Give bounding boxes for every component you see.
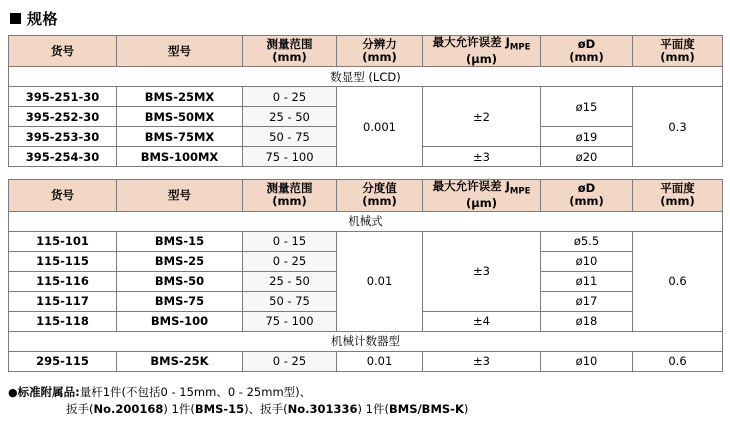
col-header-resolution-label: 分辨力: [362, 36, 397, 51]
cell-code: 395-251-30: [9, 87, 117, 107]
cell-range: 50 - 75: [243, 291, 337, 311]
table-row: [9, 231, 723, 251]
col-header-od: [541, 36, 633, 67]
cell-range: 75 - 100: [243, 147, 337, 167]
col-header-mpe-label: 最大允许误差 J: [432, 179, 510, 194]
cell-mpe: ±3: [423, 231, 541, 311]
cell-od: ø17: [541, 291, 633, 311]
col-header-od-label: øD: [577, 36, 596, 51]
square-bullet-icon: [10, 13, 21, 24]
col-header-model: [117, 180, 243, 211]
table-header-row: [9, 180, 723, 211]
cell-model: BMS-25K: [117, 351, 243, 371]
footnote-wrench-model-1: BMS-15: [194, 401, 245, 416]
cell-range: 0 - 25: [243, 251, 337, 271]
cell-range: 0 - 15: [243, 231, 337, 251]
col-header-resolution-unit: (mm): [362, 50, 397, 65]
col-header-graduation-unit: (mm): [362, 194, 397, 209]
col-header-range-unit: (mm): [272, 50, 307, 65]
footnote-text: 量杆1件(不包括0 - 15mm、0 - 25mm型)、: [79, 384, 312, 399]
cell-code: 395-252-30: [9, 107, 117, 127]
footnote-wrench-a: 扳手(: [66, 401, 94, 416]
cell-code: 115-118: [9, 311, 117, 331]
cell-od: ø10: [541, 351, 633, 371]
cell-code: 295-115: [9, 351, 117, 371]
cell-code: 115-117: [9, 291, 117, 311]
group-label-digital: 数显型 (LCD): [9, 67, 723, 87]
col-header-model-label: 型号: [168, 187, 191, 202]
col-header-mpe-label: 最大允许误差 J: [432, 35, 510, 49]
col-header-mpe-unit: (μm): [466, 196, 497, 211]
cell-model: BMS-25: [117, 251, 243, 271]
group-row-counter: [9, 331, 723, 351]
col-header-mpe: [423, 180, 541, 211]
col-header-resolution: [337, 36, 423, 67]
cell-od: ø5.5: [541, 231, 633, 251]
group-row-mechanical: [9, 211, 723, 231]
cell-flatness: 0.6: [633, 351, 723, 371]
footnotes: [8, 384, 722, 418]
col-header-range-unit: (mm): [272, 194, 307, 209]
cell-mpe: ±4: [423, 311, 541, 331]
col-header-flatness-unit: (mm): [660, 50, 695, 65]
col-header-mpe-subscript: MPE: [509, 42, 531, 53]
col-header-mpe-unit: (μm): [466, 52, 497, 67]
cell-resolution: 0.001: [337, 87, 423, 167]
page-title-text: 规格: [27, 10, 59, 28]
cell-mpe: ±3: [423, 147, 541, 167]
cell-range: 50 - 75: [243, 127, 337, 147]
col-header-flatness-unit: (mm): [660, 194, 695, 209]
cell-model: BMS-100MX: [117, 147, 243, 167]
col-header-code-label: 货号: [51, 187, 74, 202]
col-header-range: [243, 36, 337, 67]
cell-code: 395-253-30: [9, 127, 117, 147]
cell-model: BMS-75MX: [117, 127, 243, 147]
footnote-wrench-model-2: BMS/BMS-K: [388, 401, 464, 416]
footnote-wrench-g: ) 1件(: [357, 401, 389, 416]
cell-od: ø20: [541, 147, 633, 167]
cell-flatness: 0.3: [633, 87, 723, 167]
spec-table-mechanical: [8, 179, 723, 371]
table-header-row: [9, 36, 723, 67]
cell-range: 25 - 50: [243, 271, 337, 291]
col-header-graduation-label: 分度值: [362, 181, 397, 196]
col-header-od-label: øD: [577, 181, 596, 196]
cell-code: 395-254-30: [9, 147, 117, 167]
cell-model: BMS-75: [117, 291, 243, 311]
page-title: [10, 8, 722, 29]
col-header-model: [117, 36, 243, 67]
cell-model: BMS-15: [117, 231, 243, 251]
footnote-wrench-i: ): [463, 401, 469, 416]
cell-graduation: 0.01: [337, 351, 423, 371]
footnote-label: 标准附属品:: [17, 384, 80, 399]
cell-graduation: 0.01: [337, 231, 423, 331]
cell-od: ø15: [541, 87, 633, 127]
footnote-wrench-e: )、扳手(: [244, 401, 288, 416]
group-row-digital: [9, 67, 723, 87]
col-header-flatness-label: 平面度: [660, 36, 695, 51]
col-header-od-unit: (mm): [569, 194, 604, 209]
group-label-mechanical: 机械式: [9, 211, 723, 231]
col-header-model-label: 型号: [168, 43, 191, 58]
table-row: [9, 351, 723, 371]
cell-range: 25 - 50: [243, 107, 337, 127]
cell-mpe: ±3: [423, 351, 541, 371]
col-header-mpe-subscript: MPE: [509, 186, 531, 197]
cell-od: ø10: [541, 251, 633, 271]
group-label-counter: 机械计数器型: [9, 331, 723, 351]
cell-range: 0 - 25: [243, 351, 337, 371]
col-header-flatness: [633, 180, 723, 211]
col-header-flatness-label: 平面度: [660, 181, 695, 196]
cell-flatness: 0.6: [633, 231, 723, 331]
footnote-wrench-c: ) 1件(: [163, 401, 195, 416]
col-header-flatness: [633, 36, 723, 67]
col-header-mpe: [423, 36, 541, 67]
cell-code: 115-116: [9, 271, 117, 291]
col-header-od: [541, 180, 633, 211]
cell-range: 0 - 25: [243, 87, 337, 107]
spec-table-digital: [8, 35, 723, 167]
table-row: [9, 87, 723, 107]
cell-od: ø19: [541, 127, 633, 147]
footnote-line-1: [8, 384, 722, 401]
footnote-line-2: [8, 401, 722, 418]
col-header-range-label: 测量范围: [266, 181, 313, 196]
col-header-code: [9, 36, 117, 67]
cell-model: BMS-25MX: [117, 87, 243, 107]
cell-code: 115-101: [9, 231, 117, 251]
cell-model: BMS-50: [117, 271, 243, 291]
footnote-wrench-no-1: No.200168: [93, 401, 164, 416]
footnote-wrench-no-2: No.301336: [287, 401, 358, 416]
col-header-code: [9, 180, 117, 211]
cell-range: 75 - 100: [243, 311, 337, 331]
col-header-code-label: 货号: [51, 43, 74, 58]
col-header-range-label: 测量范围: [266, 36, 313, 51]
cell-od: ø18: [541, 311, 633, 331]
bullet-icon: ●: [8, 385, 18, 399]
cell-model: BMS-100: [117, 311, 243, 331]
cell-code: 115-115: [9, 251, 117, 271]
cell-mpe: ±2: [423, 87, 541, 147]
cell-od: ø11: [541, 271, 633, 291]
col-header-range: [243, 180, 337, 211]
cell-model: BMS-50MX: [117, 107, 243, 127]
col-header-od-unit: (mm): [569, 50, 604, 65]
col-header-graduation: [337, 180, 423, 211]
